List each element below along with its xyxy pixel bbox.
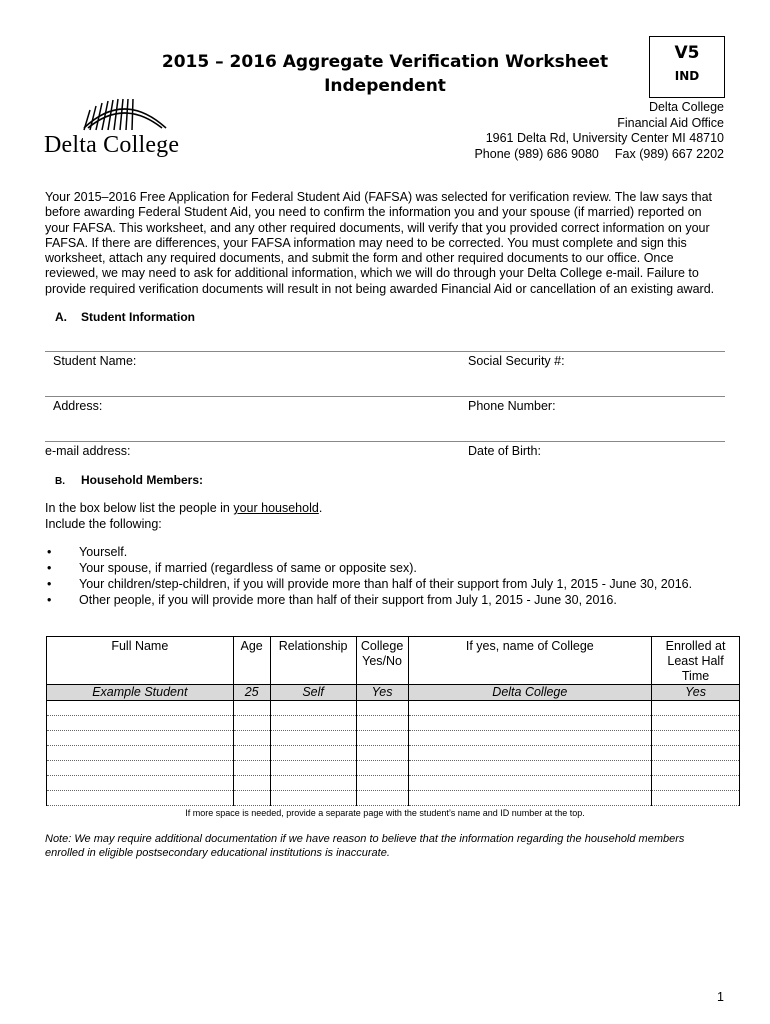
- office-address: [474, 100, 724, 162]
- col-age: Age: [233, 637, 270, 685]
- section-b-title: Household Members:: [81, 473, 204, 487]
- instr-pre: In the box below list the people in: [45, 501, 234, 515]
- example-age: 25: [233, 685, 270, 701]
- dob-field[interactable]: Date of Birth:: [468, 444, 541, 458]
- col-college: College Yes/No: [356, 637, 408, 685]
- table-footnote: If more space is needed, provide a separate page with the student’s name and ID number at the top.: [185, 808, 585, 818]
- phone-field[interactable]: Phone Number:: [468, 399, 556, 413]
- version-box: [649, 36, 725, 98]
- delta-college-logo: [44, 96, 194, 158]
- office-fax: Fax (989) 667 2202: [614, 146, 724, 161]
- page-number: 1: [717, 990, 724, 1004]
- instr-post: .: [318, 501, 323, 515]
- table-row[interactable]: [47, 716, 740, 731]
- address-field[interactable]: Address:: [53, 399, 103, 413]
- list-item: • Yourself.: [45, 544, 692, 560]
- office-line-3: 1961 Delta Rd, University Center MI 48710: [485, 131, 724, 145]
- table-row[interactable]: [47, 701, 740, 716]
- table-row[interactable]: [47, 791, 740, 806]
- section-b-heading: [45, 473, 203, 487]
- table-row[interactable]: [47, 776, 740, 791]
- table-row[interactable]: [47, 761, 740, 776]
- field-divider: [45, 396, 725, 397]
- list-item: • Your children/step-children, if you will provide more than half of their support from July 1, 2015 - June 30, 2016.: [45, 576, 692, 592]
- ssn-field[interactable]: Social Security #:: [468, 354, 565, 368]
- section-a-letter: A.: [55, 310, 67, 324]
- section-b-letter: B.: [55, 476, 65, 487]
- household-table: [46, 636, 740, 806]
- office-line-2: Financial Aid Office: [617, 115, 724, 130]
- intro-paragraph: Your 2015–2016 Free Application for Federal Student Aid (FAFSA) was selected for verification review. The law says that before awarding Federal Student Aid, you need to confirm the information you and your spouse (if married) reported on your FAFSA. This worksheet, and any other required documents, will verify that you provided correct information on your FAFSA. If there are differences, your FAFSA information may need to be corrected. You must complete and sign this worksheet, attach any required documents, and submit the form and other required documents to our office. Once reviewed, we may need to ask for additional information, which we will do through your Delta College e-mail. Failure to provide required verification documents will result in not being awarded Financial Aid or cancellation of an existing award.: [45, 190, 715, 296]
- email-field[interactable]: e-mail address:: [45, 444, 131, 458]
- example-enrolled: Yes: [652, 685, 740, 701]
- title-line-2: Independent: [324, 76, 446, 96]
- list-item: • Other people, if you will provide more than half of their support from July 1, 2015 - June 30, 2016.: [45, 592, 692, 608]
- section-a-heading: [45, 310, 195, 324]
- version-sub: IND: [674, 69, 700, 83]
- tower-arch-icon: [74, 96, 174, 132]
- office-contact: [474, 147, 724, 163]
- documentation-note: Note: We may require additional documentation if we have reason to believe that the information regarding the household members enrolled in eligible postsecondary educational institutions is inaccurate.: [45, 833, 685, 859]
- version-code: V5: [674, 43, 700, 63]
- student-name-field[interactable]: Student Name:: [53, 354, 137, 368]
- example-college-name: Delta College: [408, 685, 652, 701]
- table-header-row: [47, 637, 740, 685]
- table-row[interactable]: [47, 731, 740, 746]
- household-link: your household: [233, 501, 319, 515]
- office-line-1: Delta College: [648, 100, 724, 114]
- household-bullet-list: [45, 544, 692, 608]
- logo-wordmark: Delta College: [44, 132, 180, 158]
- title-line-1: 2015 – 2016 Aggregate Verification Worksheet: [161, 52, 609, 72]
- example-college: Yes: [356, 685, 408, 701]
- field-divider: [45, 441, 725, 442]
- list-item: • Your spouse, if married (regardless of same or opposite sex).: [45, 560, 692, 576]
- col-enrolled: Enrolled at Least Half Time: [652, 637, 740, 685]
- example-relationship: Self: [270, 685, 356, 701]
- table-row[interactable]: [47, 746, 740, 761]
- household-instructions: [45, 501, 322, 532]
- example-row: [47, 685, 740, 701]
- example-name: Example Student: [47, 685, 234, 701]
- section-a-title: Student Information: [81, 310, 195, 324]
- office-phone: Phone (989) 686 9080: [474, 146, 599, 161]
- col-college-name: If yes, name of College: [408, 637, 652, 685]
- field-divider: [45, 351, 725, 352]
- col-full-name: Full Name: [47, 637, 234, 685]
- col-relationship: Relationship: [270, 637, 356, 685]
- instr-line-2: Include the following:: [45, 516, 162, 531]
